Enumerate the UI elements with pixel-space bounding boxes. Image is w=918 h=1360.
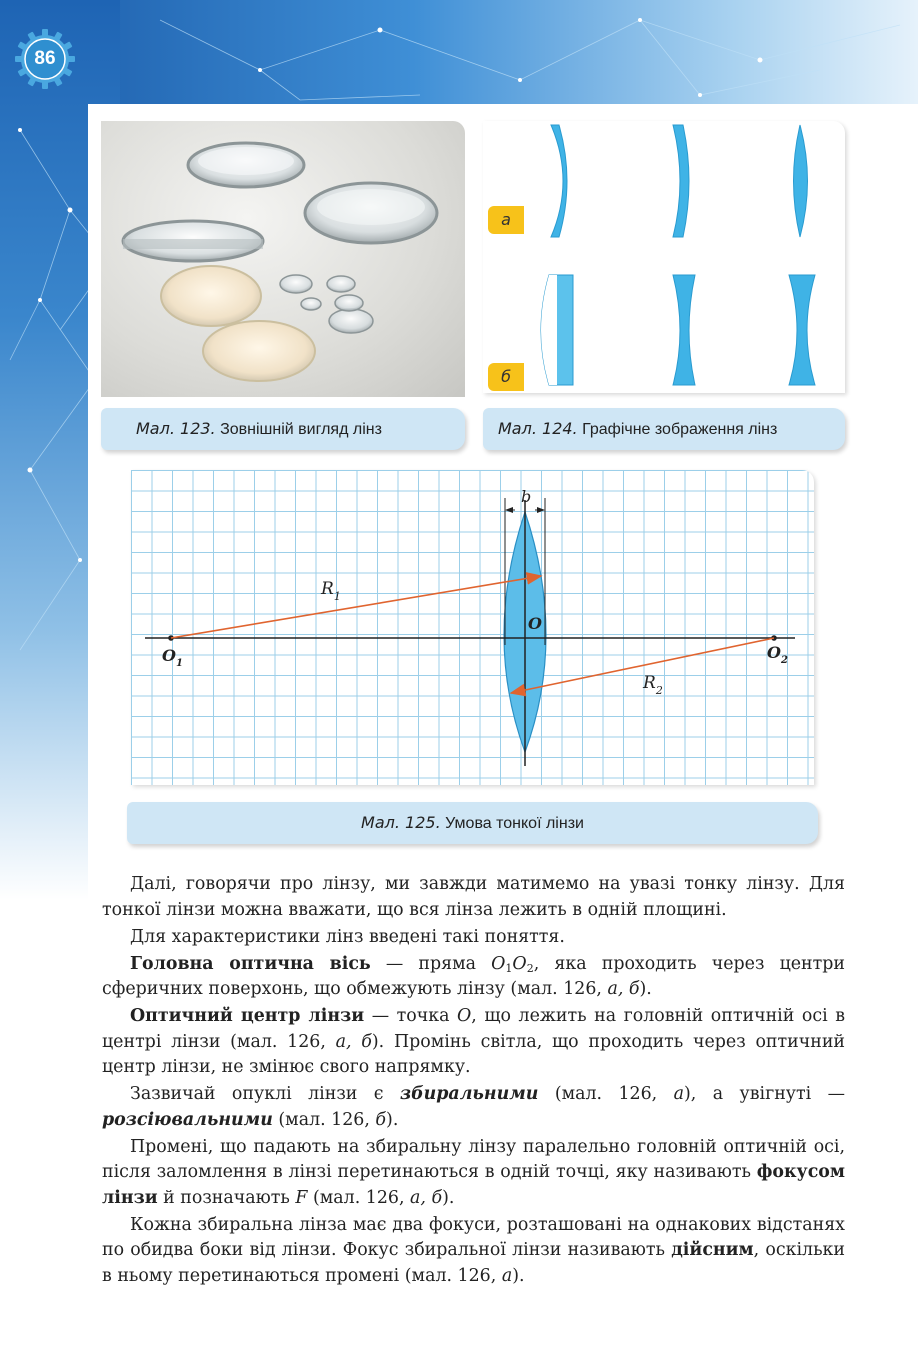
label-o2: $O_2$ [767,643,788,666]
caption-label: Мал. 123. [136,419,216,438]
label-r2: $R_2$ [643,673,663,697]
caption-label: Мал. 125. [361,813,441,832]
caption-text: Умова тонкої лінзи [445,815,584,832]
radius-r1 [171,576,541,638]
paragraph: Оптичний центр лінзи — точка O, що лежить на головній оптичній осі в центрі лінзи (мал. 126, а, б). Промінь світла, що проходить через оптичний центр лінзи, не змінює свого напрямку. [102,1006,845,1077]
lenses-illustration [101,121,465,397]
label-o: O [528,614,542,633]
label-o1: $O_1$ [162,646,183,669]
paragraph: Зазвичай опуклі лінзи є збиральними (мал. 126, а), а увігнуті — розсіювальними (мал. 126, б). [102,1084,846,1130]
plano-convex-lens [551,125,567,237]
convex-meniscus-lens [673,125,689,237]
paragraph: Далі, говорячи про лінзу, ми завжди матимемо на увазі тонку лінзу. Для тонкої лінзи можна вважати, що вся лінза лежить в одній площині. [102,874,845,920]
caption-figure-123 [101,408,465,450]
caption-figure-124 [483,408,845,450]
paragraph: Для характеристики лінз введені такі поняття. [130,926,565,947]
tag-a: а [488,206,524,234]
tag-b: б [488,363,524,391]
page-number: 86 [34,48,56,69]
label-r1: $R_1$ [321,579,341,603]
label-b: b [521,487,532,506]
biconcave-lens [789,275,815,385]
lens-shapes [483,121,845,393]
lens-types-diagram [483,121,845,393]
lenses-photo [101,121,465,397]
paragraph: Головна оптична вісь — пряма $O_1O_2$, яка проходить через центри сферичних поверхонь, що обмежують лінзу (мал. 126, а, б). [102,953,845,999]
paragraph: Кожна збиральна лінза має два фокуси, розташовані на однакових відстанях по обидва боки від лінзи. Фокус збиральної лінзи називають дійсним, оскільки в ньому перетинаються промені (мал. 126, а). [102,1214,845,1286]
caption-label: Мал. 124. [498,419,578,438]
thin-lens-diagram [131,470,814,785]
body-text [102,872,845,1291]
concave-meniscus-lens [673,275,695,385]
caption-figure-125 [127,802,818,844]
caption-text: Зовнішній вигляд лінз [220,421,382,438]
caption-text: Графічне зображення лінз [582,421,778,438]
paragraph: Промені, що падають на збиральну лінзу паралельно головній оптичній осі, після заломлення в лінзі перетинаються в одній точці, яку називають фокусом лінзи й позначають F (мал. 126, а, б). [102,1136,845,1208]
biconvex-lens [794,125,808,237]
